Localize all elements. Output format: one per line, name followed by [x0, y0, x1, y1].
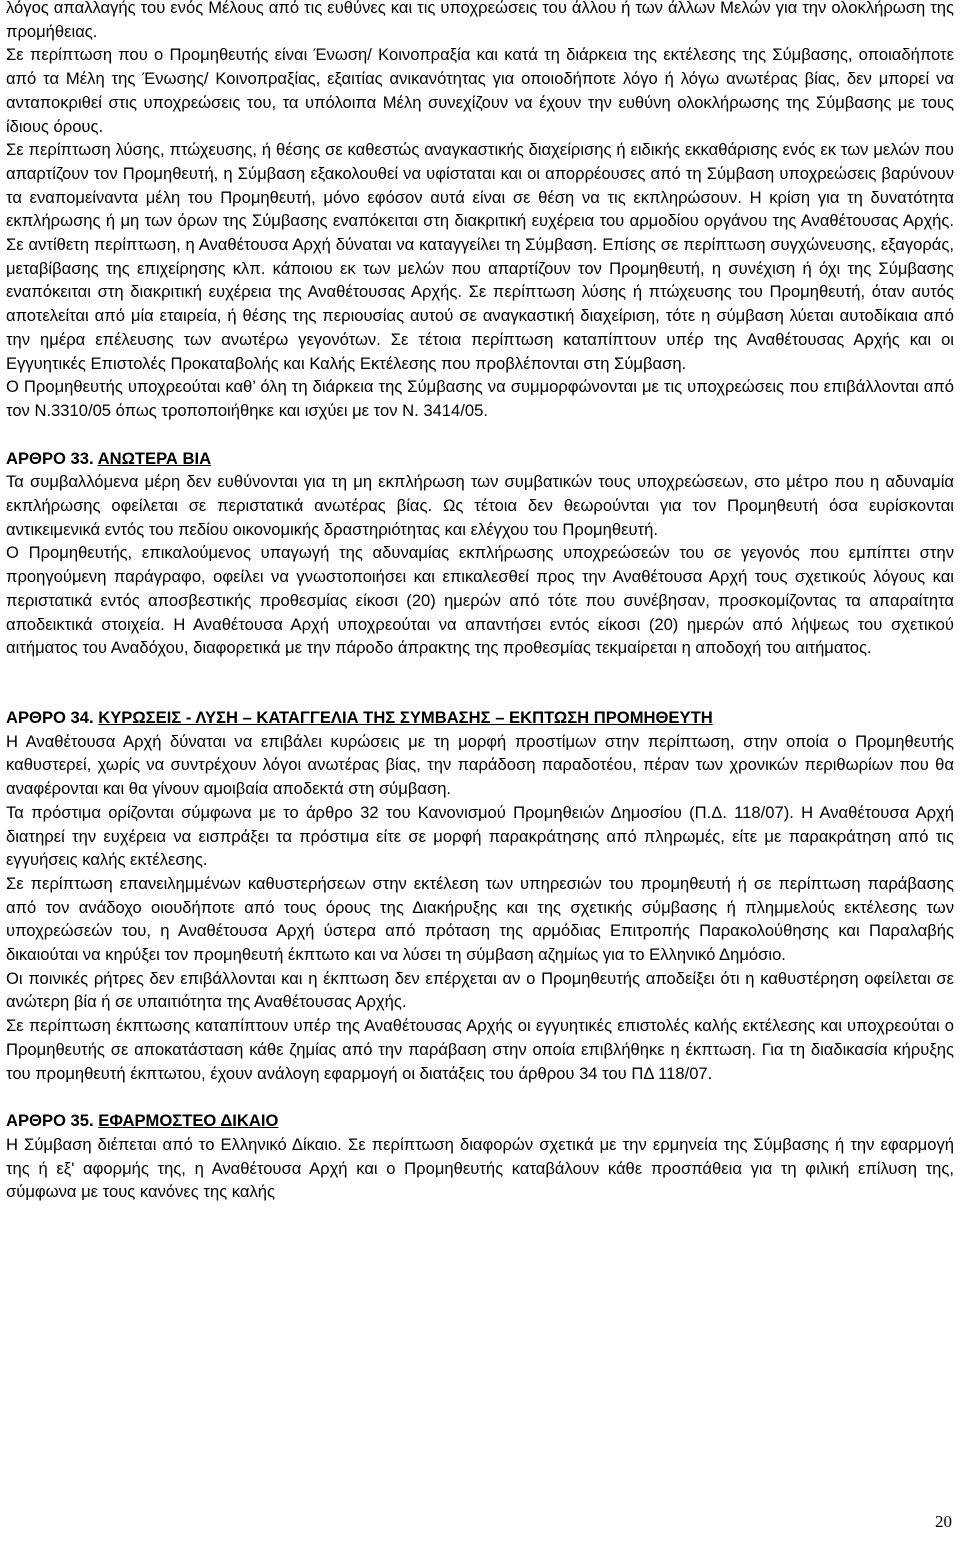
article-33-heading	[6, 447, 954, 471]
article-35-heading	[6, 1109, 954, 1133]
paragraph: λόγος απαλλαγής του ενός Μέλους από τις ευθύνες και τις υποχρεώσεις του άλλου ή των άλλων Μελών για την ολοκλήρωση της προμήθειας.	[6, 0, 954, 41]
paragraph: Σε περίπτωση που ο Προμηθευτής είναι Ένωση/ Κοινοπραξία και κατά τη διάρκεια της εκτέλεσης της Σύμβασης, οποιαδήποτε από τα Μέλη της Ένωσης/ Κοινοπραξίας, εξαιτίας ανικανότητας για οποιοδήποτε λόγο ή λόγω ανωτέρας βίας, δεν μπορεί να ανταποκριθεί στις υποχρεώσεις του, τα υπόλοιπα Μέλη συνεχίζουν να έχουν την ευθύνη ολοκλήρωσης της Σύμβασης με τους ίδιους όρους.	[6, 45, 954, 136]
paragraph: Ο Προμηθευτής, επικαλούμενος υπαγωγή της αδυναμίας εκπλήρωσης υποχρεώσεών του σε γεγονός που εμπίπτει στην προηγούμενη παράγραφο, οφείλει να γνωστοποιήσει και επικαλεσθεί προς την Αναθέτουσα Αρχή τους σχετικούς λόγους και περιστατικά εντός αποσβεστικής προθεσμίας είκοσι (20) ημερών από τότε που συνέβησαν, προσκομίζοντας τα απαραίτητα αποδεικτικά στοιχεία. Η Αναθέτουσα Αρχή υποχρεούται να απαντήσει εντός είκοσι (20) ημερών από λήψεως του σχετικού αιτήματος του Αναδόχου, διαφορετικά με την πάροδο άπρακτης της προθεσμίας τεκμαίρεται η αποδοχή του αιτήματος.	[6, 543, 954, 658]
page-number: 20	[935, 1512, 952, 1531]
article-number: ΑΡΘΡΟ 33.	[6, 448, 94, 468]
paragraph: Η Σύμβαση διέπεται από το Ελληνικό Δίκαιο. Σε περίπτωση διαφορών σχετικά με την ερμηνεία της Σύμβασης ή την εφαρμογή της ή εξ' αφορμής της, η Αναθέτουσα Αρχή και ο Προμηθευτής καταβάλουν κάθε προσπάθεια για τη φιλική επίλυση της, σύμφωνα με τους κανόνες της καλής	[6, 1134, 954, 1202]
document-body	[6, 0, 954, 1204]
article-title: ΚΥΡΩΣΕΙΣ - ΛΥΣΗ – ΚΑΤΑΓΓΕΛΙΑ ΤΗΣ ΣΥΜΒΑΣΗΣ – ΕΚΠΤΩΣΗ ΠΡΟΜΗΘΕΥΤΗ	[98, 707, 713, 727]
article-34-heading	[6, 706, 954, 730]
paragraph: Σε περίπτωση έκπτωσης καταπίπτουν υπέρ της Αναθέτουσας Αρχής οι εγγυητικές επιστολές καλής εκτέλεσης και υποχρεούται ο Προμηθευτής σε αποκατάσταση κάθε ζημίας από την παράβαση στην οποία επιβλήθηκε η έκπτωση. Για τη διαδικασία κήρυξης του προμηθευτή έκπτωτου, έχουν ανάλογη εφαρμογή οι διατάξεις του άρθρου 34 του ΠΔ 118/07.	[6, 1016, 954, 1083]
article-number: ΑΡΘΡΟ 35.	[6, 1111, 94, 1131]
paragraph: Σε περίπτωση λύσης, πτώχευσης, ή θέσης σε καθεστώς αναγκαστικής διαχείρισης ή ειδικής εκκαθάρισης ενός εκ των μελών που απαρτίζουν τον Προμηθευτή, η Σύμβαση εξακολουθεί να υφίσταται και οι απορρέουσες από τη Σύμβαση υποχρεώσεις βαρύνουν τα εναπομείναντα μέλη του Προμηθευτή, μόνο εφόσον αυτά είναι σε θέση να τις εκπληρώσουν. Η κρίση για τη δυνατότητα εκπλήρωσης ή μη των όρων της Σύμβασης εναπόκειται στη διακριτική ευχέρεια του αρμοδίου οργάνου της Αναθέτουσας Αρχής. Σε αντίθετη περίπτωση, η Αναθέτουσα Αρχή δύναται να καταγγείλει τη Σύμβαση. Επίσης σε περίπτωση συγχώνευσης, εξαγοράς, μεταβίβασης της επιχείρησης κλπ. κάποιου εκ των μελών που απαρτίζουν τον Προμηθευτή, η συνέχιση ή όχι της Σύμβασης εναπόκειται στη διακριτική ευχέρεια της Αναθέτουσας Αρχής. Σε περίπτωση λύσης ή πτώχευσης του Προμηθευτή, όταν αυτός αποτελείται από μία εταιρεία, ή θέσης της περιουσίας αυτού σε αναγκαστική διαχείριση, τότε η σύμβαση λύεται αυτοδίκαια από την ημέρα επέλευσης των ανωτέρω γεγονότων. Σε τέτοια περίπτωση καταπίπτουν υπέρ της Αναθέτουσας Αρχής και οι Εγγυητικές Επιστολές Προκαταβολής και Καλής Εκτέλεσης που προβλέπονται στη Σύμβαση.	[6, 140, 954, 373]
paragraph: Σε περίπτωση επανειλημμένων καθυστερήσεων στην εκτέλεση των υπηρεσιών του προμηθευτή ή σε περίπτωση παράβασης από τον ανάδοχο οιουδήποτε από τους όρους της Διακήρυξης και της σχετικής σύμβασης ή πλημμελούς εκτέλεσης των υποχρεώσεών του, η Αναθέτουσα Αρχή ύστερα από πρόταση της αρμόδιας Επιτροπής Παρακολούθησης και Παραλαβής δικαιούται να κηρύξει τον προμηθευτή έκπτωτο και να λύσει τη σύμβαση αζημίως για το Ελληνικό Δημόσιο.	[6, 873, 954, 965]
article-title: ΕΦΑΡΜΟΣΤΕΟ ΔΙΚΑΙΟ	[98, 1111, 279, 1131]
paragraph: Τα πρόστιμα ορίζονται σύμφωνα με το άρθρο 32 του Κανονισμού Προμηθειών Δημοσίου (Π.Δ. 118/07). Η Αναθέτουσα Αρχή διατηρεί την ευχέρεια να εισπράξει τα πρόστιμα είτε σε μορφή παρακράτησης από πληρωμές, είτε με παρακράτηση από τις εγγυήσεις καλής εκτέλεσης.	[6, 802, 954, 870]
paragraph: Ο Προμηθευτής υποχρεούται καθ’ όλη τη διάρκεια της Σύμβασης να συμμορφώνονται με τις υποχρεώσεις που επιβάλλονται από τον Ν.3310/05 όπως τροποποιήθηκε και ισχύει με τον Ν. 3414/05.	[6, 377, 954, 420]
paragraph: Τα συμβαλλόμενα μέρη δεν ευθύνονται για τη μη εκπλήρωση των συμβατικών τους υποχρεώσεων, στο μέτρο που η αδυναμία εκπλήρωσης οφείλεται σε περιστατικά ανωτέρας βίας. Ως τέτοια δεν θεωρούνται για τον Προμηθευτή όσα ευρίσκονται αντικειμενικά εντός του πεδίου οικονομικής δραστηριότητας και ελέγχου του Προμηθευτή.	[6, 472, 954, 539]
paragraph: Η Αναθέτουσα Αρχή δύναται να επιβάλει κυρώσεις με τη μορφή προστίμων στην περίπτωση, στην οποία ο Προμηθευτής καθυστερεί, χωρίς να συντρέχουν λόγοι ανωτέρας βίας, την παράδοση παραδοτέου, πέραν των χρονικών περιθωρίων που θα αναφέρονται και θα γίνουν αμοιβαία αποδεκτά στη σύμβαση.	[6, 731, 954, 799]
article-number: ΑΡΘΡΟ 34.	[6, 707, 94, 727]
article-title: ΑΝΩΤΕΡΑ ΒΙΑ	[97, 448, 212, 468]
spacer	[6, 1085, 954, 1109]
spacer	[6, 660, 954, 706]
spacer	[6, 423, 954, 447]
paragraph: Οι ποινικές ρήτρες δεν επιβάλλονται και η έκπτωση δεν επέρχεται αν ο Προμηθευτής αποδείξει ότι η καθυστέρηση οφείλεται σε ανώτερη βία ή σε υπαιτιότητα της Αναθέτουσας Αρχής.	[6, 968, 954, 1012]
